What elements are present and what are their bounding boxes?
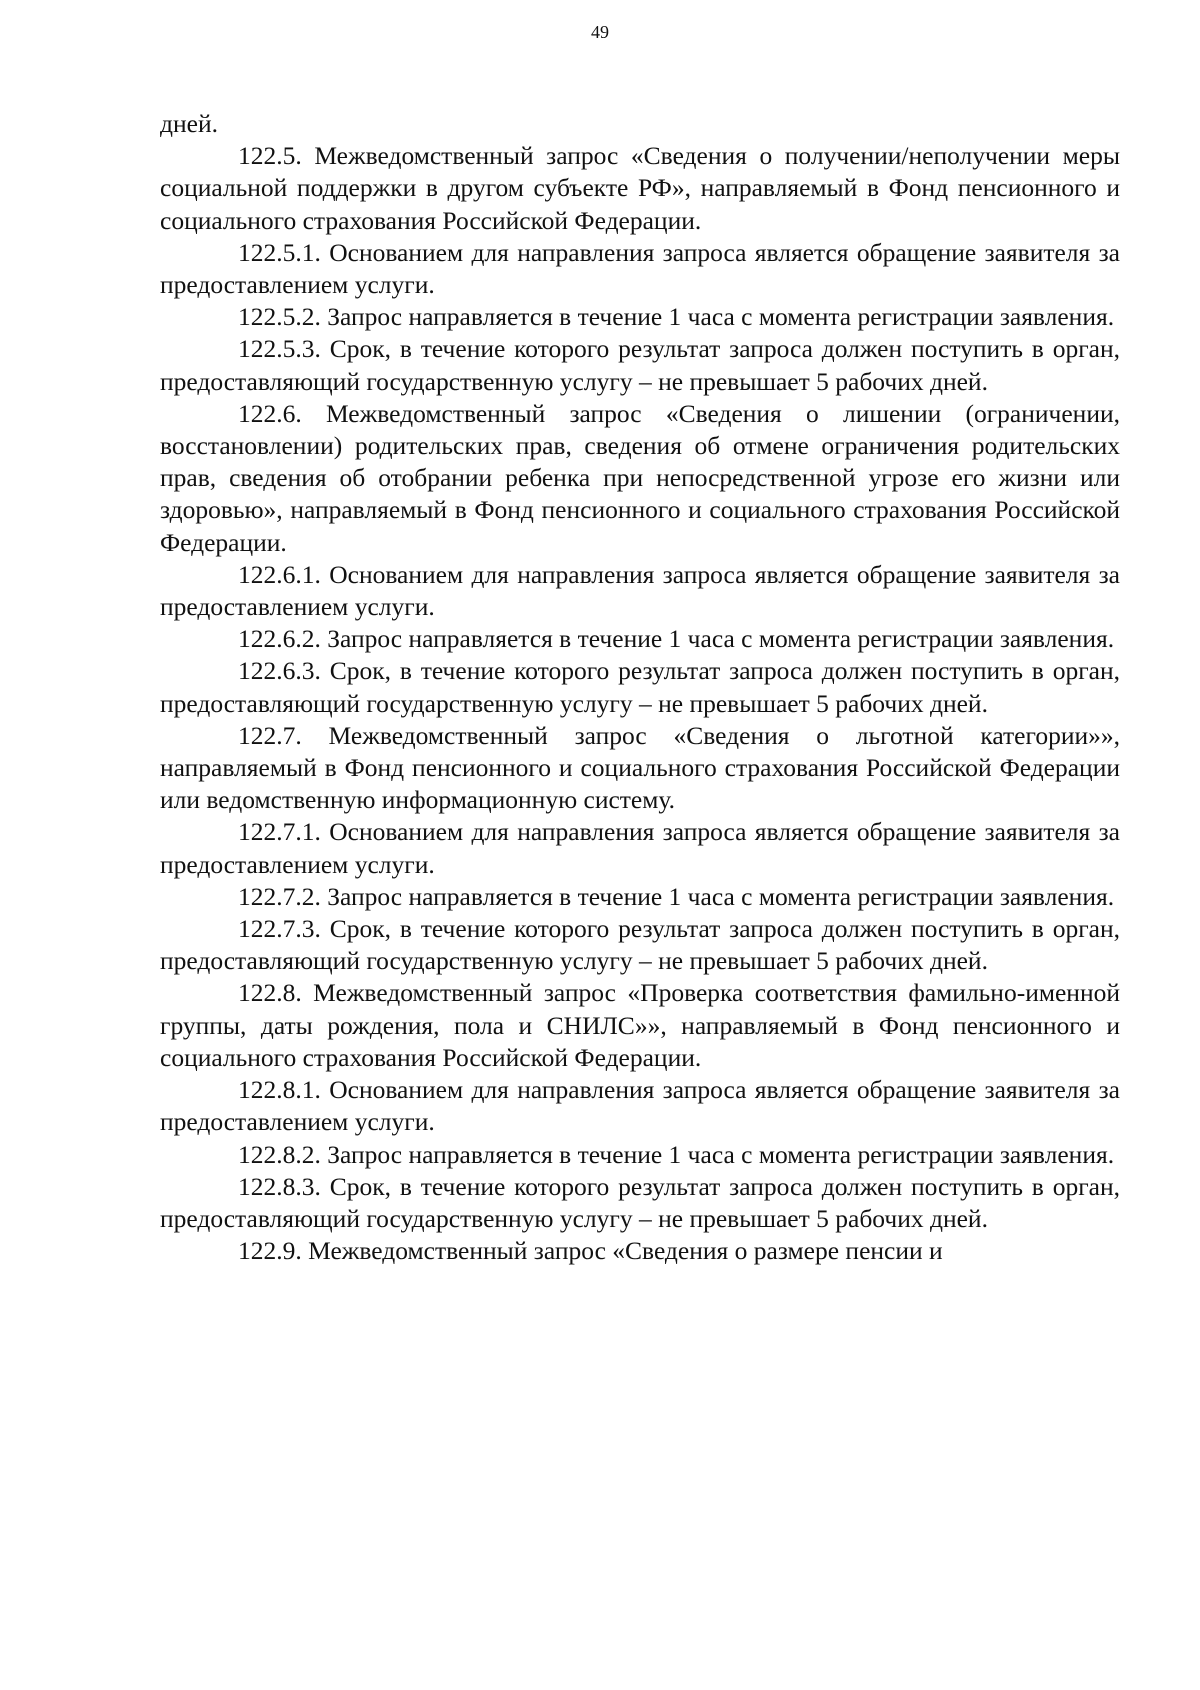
paragraph: 122.7.1. Основанием для направления запроса является обращение заявителя за предоставлением услуги.: [160, 817, 1120, 879]
paragraph: 122.7. Межведомственный запрос «Сведения о льготной категории»», направляемый в Фонд пенсионного и социального страхования Российской Федерации или ведомственную информационную систему.: [160, 720, 1120, 815]
paragraph: 122.7.3. Срок, в течение которого результат запроса должен поступить в орган, предоставляющий государственную услугу – не превышает 5 рабочих дней.: [160, 914, 1120, 976]
paragraph: 122.5.3. Срок, в течение которого результат запроса должен поступить в орган, предоставляющий государственную услугу – не превышает 5 рабочих дней.: [160, 334, 1120, 396]
paragraph: 122.8. Межведомственный запрос «Проверка соответствия фамильно-именной группы, даты рождения, пола и СНИЛС»», направляемый в Фонд пенсионного и социального страхования Российской Федерации.: [160, 978, 1120, 1072]
page-number: 49: [591, 22, 609, 42]
paragraph: 122.6.1. Основанием для направления запроса является обращение заявителя за предоставлением услуги.: [160, 559, 1120, 622]
paragraph: 122.7.2. Запрос направляется в течение 1 часа с момента регистрации заявления.: [238, 881, 1115, 911]
paragraph: 122.8.3. Срок, в течение которого результат запроса должен поступить в орган, предоставляющий государственную услугу – не превышает 5 рабочих дней.: [160, 1171, 1120, 1233]
paragraph: 122.5.2. Запрос направляется в течение 1 часа с момента регистрации заявления.: [238, 302, 1115, 332]
paragraph: 122.8.1. Основанием для направления запроса является обращение заявителя за предоставлением услуги.: [160, 1075, 1120, 1137]
paragraph: 122.9. Межведомственный запрос «Сведения о размере пенсии и: [238, 1236, 943, 1266]
paragraph: дней.: [160, 109, 218, 138]
document-body: [160, 108, 1120, 1267]
paragraph: 122.5.1. Основанием для направления запроса является обращение заявителя за предоставлением услуги.: [160, 237, 1120, 300]
paragraph: 122.8.2. Запрос направляется в течение 1 часа с момента регистрации заявления.: [238, 1139, 1115, 1169]
paragraph: 122.5. Межведомственный запрос «Сведения о получении/неполучении меры социальной поддержки в другом субъекте РФ», направляемый в Фонд пенсионного и социального страхования Российской Федерации.: [160, 141, 1120, 235]
paragraph: 122.6.3. Срок, в течение которого результат запроса должен поступить в орган, предоставляющий государственную услугу – не превышает 5 рабочих дней.: [160, 656, 1120, 718]
paragraph: 122.6.2. Запрос направляется в течение 1 часа с момента регистрации заявления.: [238, 624, 1115, 654]
paragraph: 122.6. Межведомственный запрос «Сведения о лишении (ограничении, восстановлении) родительских прав, сведения об отмене ограничения родительских прав, сведения об отобрании ребенка при непосредственной угрозе его жизни или здоровью», направляемый в Фонд пенсионного и социального страхования Российской Федерации.: [160, 398, 1120, 557]
